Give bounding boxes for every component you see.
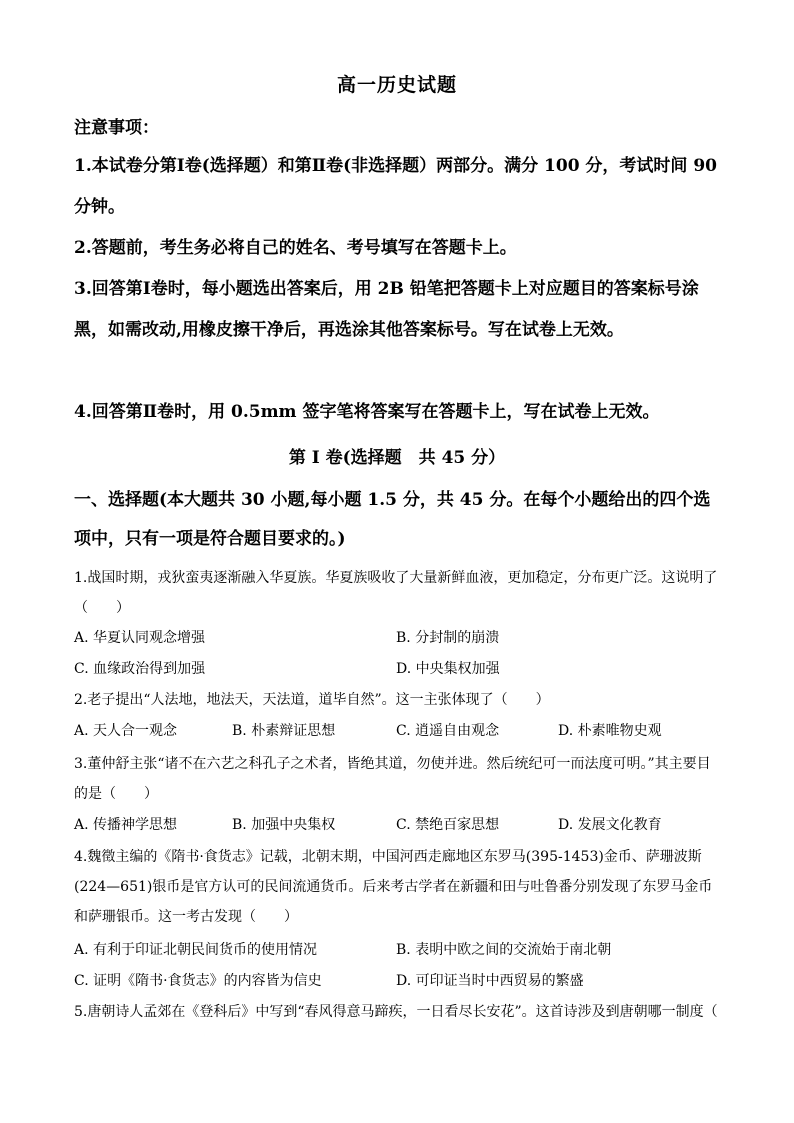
question-1-option-a: A. 华夏认同观念增强 <box>74 630 206 646</box>
question-4-options-row-1 <box>74 935 724 965</box>
question-2-options <box>74 716 724 746</box>
question-3-option-c: C. 禁绝百家思想 <box>396 817 500 833</box>
question-5-stem: 5.唐朝诗人孟郊在《登科后》中写到“春风得意马蹄疾，一日看尽长安花”。这首诗涉及到唐朝哪一制度（ <box>74 1004 718 1020</box>
page-title: 高一历史试题 <box>336 74 457 96</box>
question-4-option-d: D. 可印证当时中西贸易的繁盛 <box>396 973 584 989</box>
question-1-options-row-2 <box>74 654 724 684</box>
question-3-option-b: B. 加强中央集权 <box>232 817 336 833</box>
question-4-option-a: A. 有利于印证北朝民间货币的使用情况 <box>74 942 318 958</box>
question-4-option-b: B. 表明中欧之间的交流始于南北朝 <box>396 942 612 958</box>
question-1-options-row-1 <box>74 623 724 653</box>
question-3-option-d: D. 发展文化教育 <box>558 817 662 833</box>
question-3-stem: 3.董仲舒主张“诸不在六艺之科孔子之术者，皆绝其道，勿使并进。然后统纪可一而法度可明。”其主要目的是（ ） <box>74 756 711 802</box>
notice-item-1: 1.本试卷分第Ⅰ卷(选择题）和第Ⅱ卷(非选择题）两部分。满分 100 分，考试时间 90 分钟。 <box>74 156 718 217</box>
section-title: 第 I 卷(选择题 共 45 分） <box>288 448 506 468</box>
question-2-stem: 2.老子提出“人法地，地法天，天法道，道毕自然”。这一主张体现了（ ） <box>74 692 550 708</box>
question-4-option-c: C. 证明《隋书·食货志》的内容皆为信史 <box>74 973 322 989</box>
question-1-stem: 1.战国时期，戎狄蛮夷逐渐融入华夏族。华夏族吸收了大量新鲜血液，更加稳定，分布更广泛。这说明了（ ） <box>74 570 718 616</box>
question-4-options-row-2 <box>74 966 724 996</box>
question-4-stem: 4.魏徵主编的《隋书·食货志》记载，北朝末期，中国河西走廊地区东罗马(395-1453)金币、萨珊波斯(224—651)银币是官方认可的民间流通货币。后来考古学者在新疆和田与吐鲁番分别发现了东罗马金币和萨珊银币。这一考古发现（ ） <box>74 849 713 925</box>
question-2-option-b: B. 朴素辩证思想 <box>232 723 336 739</box>
question-1-option-d: D. 中央集权加强 <box>396 661 500 677</box>
question-3-option-a: A. 传播神学思想 <box>74 817 178 833</box>
question-1-option-b: B. 分封制的崩溃 <box>396 630 500 646</box>
question-2-option-a: A. 天人合一观念 <box>74 723 178 739</box>
notice-item-2: 2.答题前，考生务必将自己的姓名、考号填写在答题卡上。 <box>74 238 517 258</box>
notice-heading: 注意事项： <box>74 118 159 138</box>
question-1-option-c: C. 血缘政治得到加强 <box>74 661 206 677</box>
notice-item-4: 4.回答第Ⅱ卷时，用 0.5mm 签字笔将答案写在答题卡上，写在试卷上无效。 <box>74 402 660 422</box>
question-2-option-d: D. 朴素唯物史观 <box>558 723 662 739</box>
notice-item-3: 3.回答第Ⅰ卷时，每小题选出答案后，用 2B 铅笔把答题卡上对应题目的答案标号涂黑，如需改动,用橡皮擦干净后，再选涂其他答案标号。写在试卷上无效。 <box>74 279 699 340</box>
section-instruction: 一、选择题(本大题共 30 小题,每小题 1.5 分，共 45 分。在每个小题给出的四个选项中，只有一项是符合题目要求的。) <box>74 490 711 549</box>
question-3-options <box>74 810 724 840</box>
question-2-option-c: C. 逍遥自由观念 <box>396 723 500 739</box>
